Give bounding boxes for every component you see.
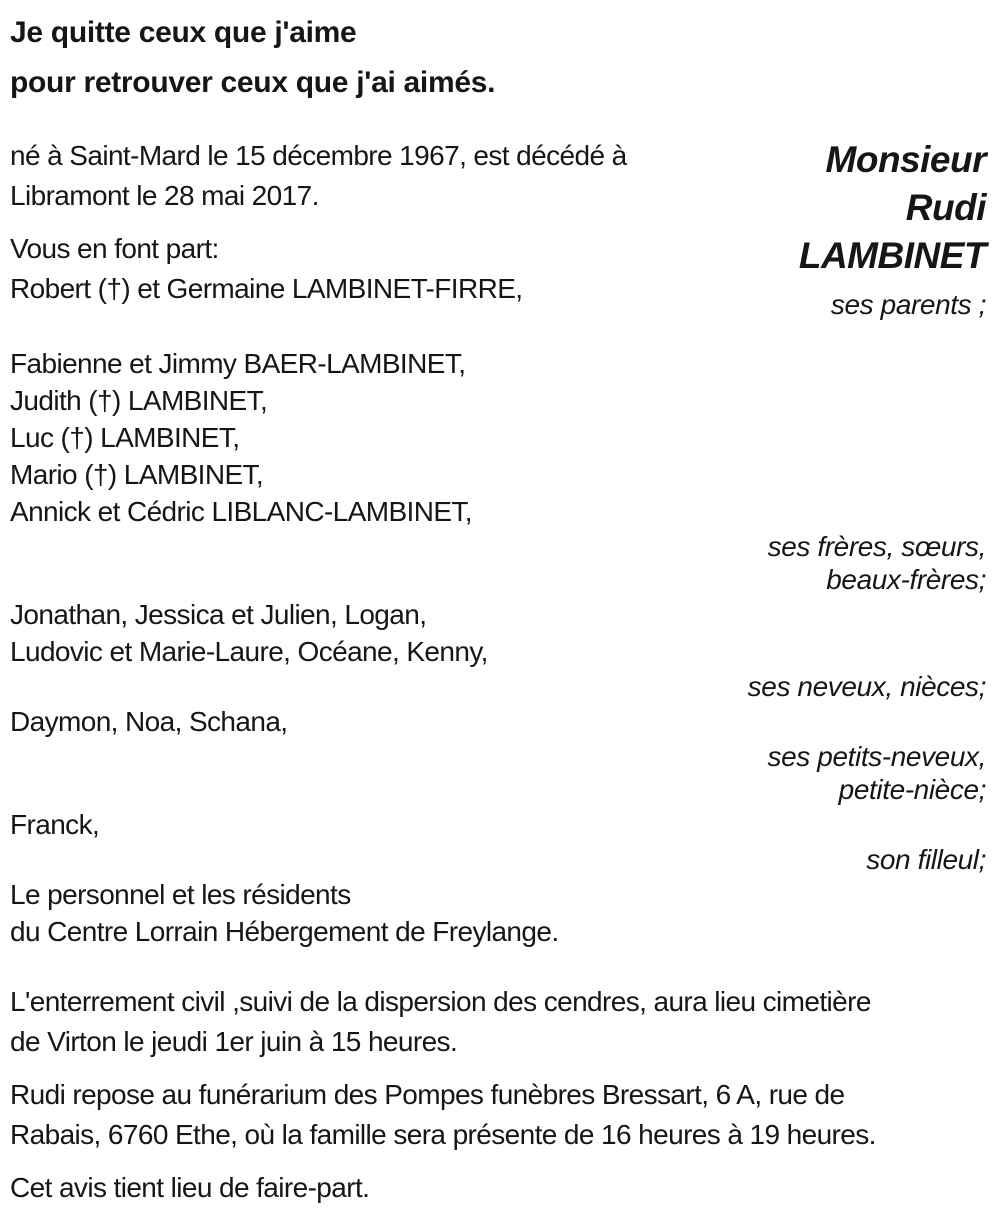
relation-line-siblings-2: beaux-frères;	[826, 564, 986, 595]
funeral-paragraph-burial	[10, 982, 986, 1062]
intro-line-1: né à Saint-Mard le 15 décembre 1967, est décédé à	[10, 140, 627, 171]
name-line: Robert (†) et Germaine LAMBINET-FIRRE,	[10, 273, 523, 304]
deceased-last-name: LAMBINET	[798, 235, 986, 276]
epigraph	[10, 8, 986, 108]
intro-and-deceased-row	[10, 136, 986, 321]
name-line: Franck,	[10, 809, 100, 840]
funeral-notice	[10, 982, 986, 1208]
name-line: du Centre Lorrain Hébergement de Freylange.	[10, 916, 559, 947]
relation-line-parents: ses parents ;	[830, 289, 986, 320]
funeral-line: L'enterrement civil ,suivi de la dispersion des cendres, aura lieu cimetière	[10, 986, 871, 1017]
epigraph-line-2: pour retrouver ceux que j'ai aimés.	[10, 66, 496, 99]
deceased-first-name: Rudi	[905, 187, 986, 228]
announcement: Vous en font part:	[10, 233, 219, 264]
name-line: Ludovic et Marie-Laure, Océane, Kenny,	[10, 636, 488, 667]
family-group-staff	[10, 876, 986, 950]
name-line: Luc (†) LAMBINET,	[10, 422, 240, 453]
funeral-line: Cet avis tient lieu de faire-part.	[10, 1172, 370, 1203]
name-line: Jonathan, Jessica et Julien, Logan,	[10, 599, 427, 630]
name-line: Daymon, Noa, Schana,	[10, 706, 288, 737]
name-line: Judith (†) LAMBINET,	[10, 385, 268, 416]
funeral-paragraph-closing	[10, 1168, 986, 1208]
name-line: Le personnel et les résidents	[10, 879, 351, 910]
relation-line-great-nephews-2: petite-nièce;	[838, 774, 986, 805]
family-group-godson	[10, 806, 986, 876]
relation-line-godson: son filleul;	[866, 844, 986, 875]
relation-line-great-nephews-1: ses petits-neveux,	[767, 741, 986, 772]
intro-line-2: Libramont le 28 mai 2017.	[10, 180, 319, 211]
funeral-line: Rabais, 6760 Ethe, où la famille sera présente de 16 heures à 19 heures.	[10, 1119, 876, 1150]
deceased-title: Monsieur	[825, 139, 986, 180]
family-group-siblings	[10, 345, 986, 596]
epigraph-line-1: Je quitte ceux que j'aime	[10, 16, 357, 49]
family-group-nephews	[10, 596, 986, 703]
relation-line-nephews: ses neveux, nièces;	[747, 671, 986, 702]
funeral-line: Rudi repose au funérarium des Pompes funèbres Bressart, 6 A, rue de	[10, 1079, 845, 1110]
intro-column	[10, 136, 627, 309]
funeral-line: de Virton le jeudi 1er juin à 15 heures.	[10, 1026, 458, 1057]
name-line: Fabienne et Jimmy BAER-LAMBINET,	[10, 348, 466, 379]
deceased-name-block	[799, 136, 986, 321]
name-line: Mario (†) LAMBINET,	[10, 459, 264, 490]
family-group-great-nephews	[10, 703, 986, 806]
relation-line-siblings-1: ses frères, sœurs,	[767, 531, 986, 562]
name-line: Annick et Cédric LIBLANC-LAMBINET,	[10, 496, 472, 527]
funeral-paragraph-funerarium	[10, 1075, 986, 1155]
